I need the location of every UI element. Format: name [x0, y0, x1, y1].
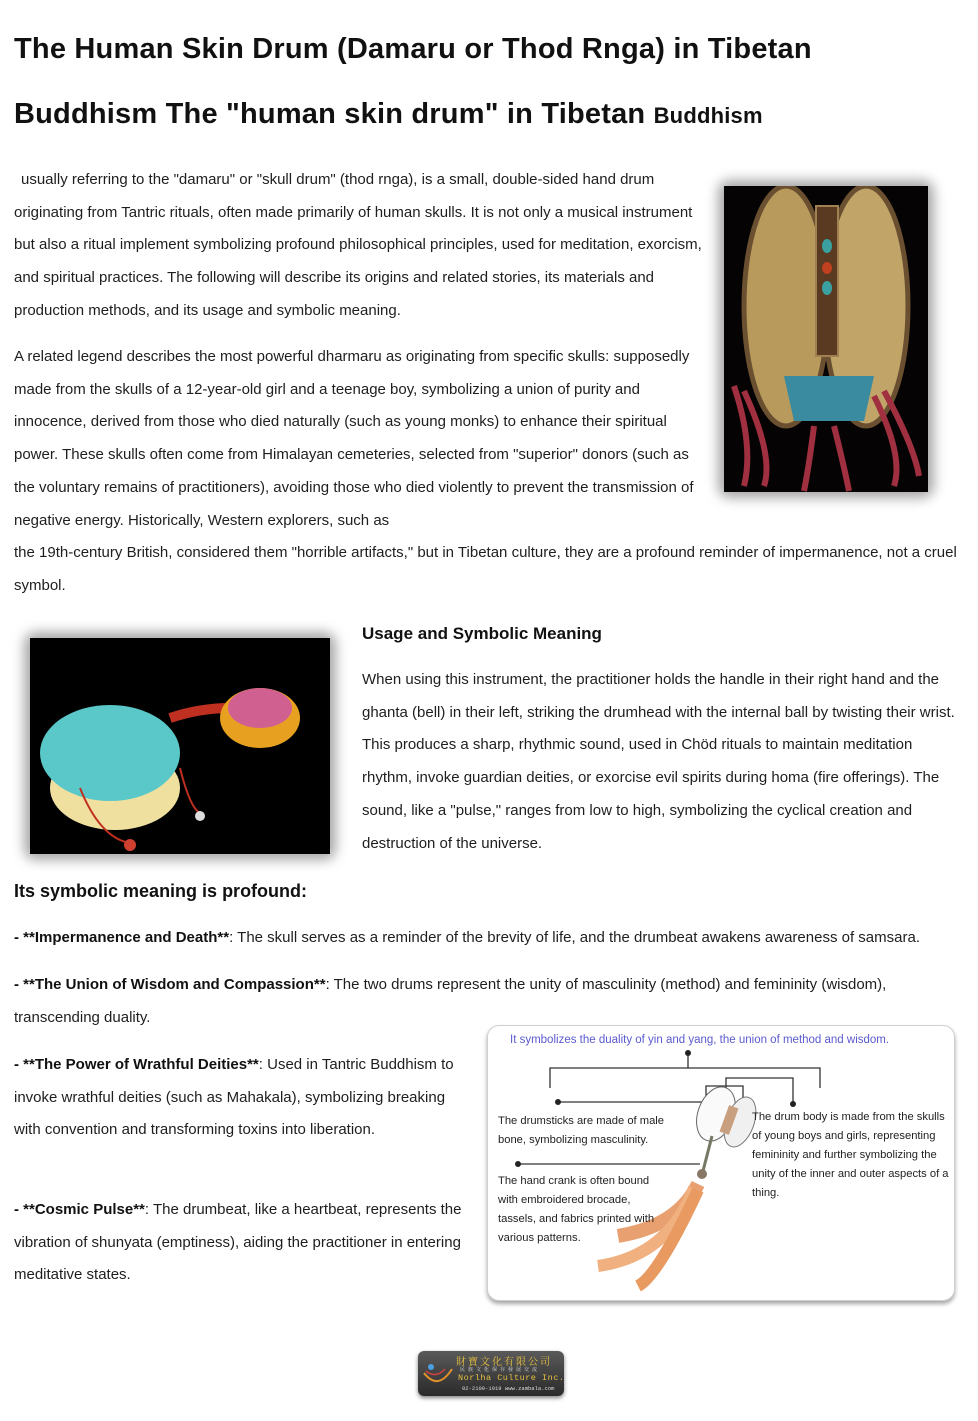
usage-paragraph: When using this instrument, the practitioner holds the handle in their right hand and the ghanta (bell) in their left, striking the drumhead with the internal ball by twisting their wrist. This produces a sharp, rhythmic sound, used in Chöd rituals to maintain meditation rhythm, invoke guardian deities, or exorcise evil spirits during homa (fire offerings). The sound, like a "pulse," ranges from low to high, symbolizing the cyclical creation and destruction of the universe.: [362, 671, 955, 852]
item-text: : The skull serves as a reminder of the brevity of life, and the drumbeat awakens awareness of samsara.: [229, 929, 920, 946]
title-line2-small: Buddhism: [653, 103, 763, 128]
drum-photo: [30, 638, 330, 854]
item-text: : The two drums represent the unity of masculinity (method) and femininity (wisdom), transcending duality.: [14, 976, 887, 1026]
item-text: : The drumbeat, like a heartbeat, represents the vibration of shunyata (emptiness), aiding the practitioner in entering meditative states.: [14, 1201, 462, 1284]
symbolic-item-wrathful: [14, 1049, 469, 1147]
page-title-line1: The Human Skin Drum (Damaru or Thod Rnga) in Tibetan: [14, 33, 812, 65]
item-text: : Used in Tantric Buddhism to invoke wrathful deities (such as Mahakala), symbolizing breaking with convention and transforming toxins into liberation.: [14, 1056, 454, 1139]
diagram-label-hand-crank: The hand crank is often bound with embroidered brocade, tassels, and fabrics printed with various patterns.: [498, 1175, 655, 1244]
item-term: Cosmic Pulse: [34, 1201, 134, 1218]
item-prefix: - **: [14, 1056, 35, 1073]
symbolic-item-impermanence: [14, 922, 974, 955]
item-term: The Power of Wrathful Deities: [34, 1056, 248, 1073]
symbolic-heading: Its symbolic meaning is profound:: [14, 881, 308, 901]
item-prefix: - **: [14, 976, 35, 993]
usage-heading: Usage and Symbolic Meaning: [362, 624, 602, 643]
item-prefix: - **: [14, 1201, 35, 1218]
item-term: The Union of Wisdom and Compassion: [34, 976, 314, 993]
legend-paragraph-continued: the 19th-century British, considered them "horrible artifacts," but in Tibetan culture, they are a profound reminder of impermanence, not a cruel symbol.: [14, 544, 957, 594]
symbolic-item-cosmic-pulse: [14, 1194, 469, 1292]
logo-emblem-icon: [421, 1361, 455, 1391]
item-suffix: **: [247, 1056, 259, 1073]
item-suffix: **: [217, 929, 230, 946]
diagram-caption: It symbolizes the duality of yin and yang, the union of method and wisdom.: [510, 1034, 890, 1046]
item-prefix: - **: [14, 929, 35, 946]
logo-contact: 02-2100-1919 www.zambala.com: [462, 1385, 555, 1392]
logo-chinese-name: 財寶文化有限公司: [456, 1357, 552, 1368]
legend-paragraph: A related legend describes the most powerful dharmaru as originating from specific skulls: supposedly made from the skulls of a 12-year-old girl and a teenage boy, symbolizing a union of purity and innocence, derived from those who died naturally (such as young monks) to enhance their spiritual power. These skulls often come from Himalayan cemeteries, selected from "superior" donors (such as the voluntary remains of practitioners), avoiding those who died violently to prevent the transmission of negative energy. Historically, Western explorers, such as: [14, 348, 694, 529]
damaru-photo: [724, 186, 928, 492]
diagram-label-drum-body: The drum body is made from the skulls of young boys and girls, representing femininity and further symbolizing the unity of the inner and outer aspects of a thing.: [752, 1111, 949, 1199]
title-line2-main: Buddhism The "human skin drum" in Tibetan: [14, 98, 646, 130]
item-suffix: **: [133, 1201, 145, 1218]
company-logo: [418, 1351, 564, 1396]
crank-handle-glyph: [703, 1136, 712, 1171]
damaru-illustration: [724, 186, 928, 492]
drum-illustration: [30, 638, 330, 854]
symbolism-diagram: [487, 1025, 955, 1301]
intro-paragraph: usually referring to the "damaru" or "skull drum" (thod rnga), is a small, double-sided hand drum originating from Tantric rituals, often made primarily of human skulls. It is not only a musical instrument but also a ritual implement symbolizing profound philosophical principles, used for meditation, exorcism, and spiritual practices. The following will describe its origins and related stories, its materials and production methods, and its usage and symbolic meaning.: [14, 171, 702, 319]
logo-english-name: Norlha Culture Inc.: [458, 1373, 564, 1383]
page-title-line2: [14, 98, 763, 131]
item-suffix: **: [313, 976, 326, 993]
item-term: Impermanence and Death: [34, 929, 218, 946]
logo-chinese-sub: 民族文化保存發展交流: [460, 1367, 541, 1373]
diagram-label-drumsticks: The drumsticks are made of male bone, symbolizing masculinity.: [498, 1115, 665, 1146]
